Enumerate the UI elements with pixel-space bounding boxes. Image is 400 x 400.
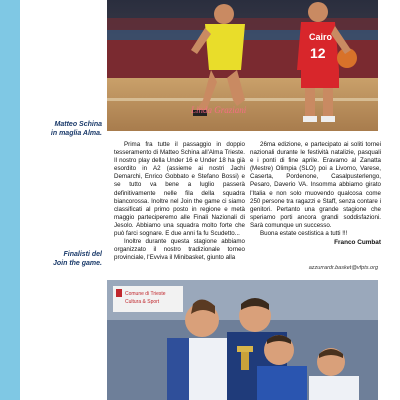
photo-team-finalists (107, 280, 378, 400)
coat-of-arms-icon (116, 289, 122, 297)
article-column-right (250, 141, 381, 247)
svg-text:Cairo: Cairo (309, 32, 333, 42)
caption-top-photo: Matteo Schina in maglia Alma. (50, 121, 102, 137)
photo-basketball-player (107, 0, 378, 131)
caption-bottom-photo: Finalisti del Join the game. (52, 251, 102, 267)
article-paragraph: 26ma edizione, e partecipato ai soliti tornei nazionali durante le festività natalizie, pasquali e i ponti di fine aprile. Eravamo al Zanatta (Mestre) Olimpia (SLO) poi a Livorno, Varese, Caserta, Pordenone, Casalpusterlengo, Pesaro, Daverio VA. Insomma abbiamo girato l'Italia e non solo muovendo qualcosa come 250 persone tra ragazzi e Staff, senza contare i genitori. Pertanto una grande stagione che speriamo porti ancora grandi soddisfazioni. Sarà comunque un successo. (250, 141, 381, 229)
contact-email: azzurrardr.basket@vfpts.org (308, 265, 378, 271)
article-signature: Franco Cumbat (334, 239, 381, 247)
article-paragraph: Inoltre durante questa stagione abbiamo organizzato il nostro tradizionale torneo provinciale, l'Evviva il Minibasket, giunto alla (114, 238, 245, 262)
svg-text:Comune di Trieste: Comune di Trieste (125, 291, 166, 297)
article-column-left (114, 141, 245, 262)
photo-watermark: Linda Graziani (191, 105, 247, 115)
svg-text:12: 12 (310, 45, 326, 61)
basketball-game-illustration (107, 0, 378, 131)
article-paragraph: Prima fra tutte il passaggio in doppio tesseramento di Matteo Schina all'Alma Trieste. Il nostro play della Under 16 e Under 18 ha già esordito in A2 (assieme ai nostri Jachi Demarchi, Enrico Gobbato e Stefano Bossi) e se tutto va bene a luglio passerà definitivamente nelle fila della squadra biancorossa. Inoltre nel Join the game ci siamo classificati al primo posto in regione e metà maggio parteciperemo alle Finali Nazionali di Jesolo. Abbiamo una squadra molto forte che può farci sognare. E due anni fa fu Scudetto... (114, 141, 245, 238)
svg-text:Cultura & Sport: Cultura & Sport (125, 299, 160, 305)
article-closing: Buona estate cestistica a tutti !!! (260, 230, 348, 238)
side-color-strip (0, 0, 20, 400)
team-photo-illustration (107, 280, 378, 400)
